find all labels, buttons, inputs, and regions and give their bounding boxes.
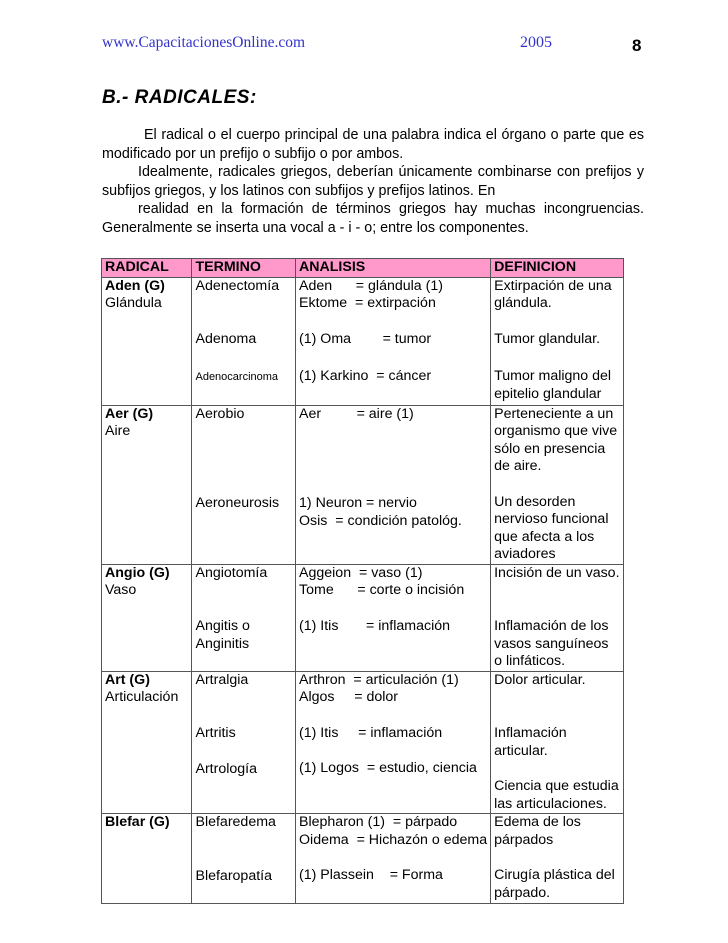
definicion-cell [491,277,624,405]
definicion: Incisión de un vaso. [494,564,620,581]
definicion: Perteneciente a un organismo que vive sólo en presencia de aire. [494,405,618,474]
header-site-link[interactable]: www.CapacitacionesOnline.com [102,34,306,51]
radical-meaning: Glándula [105,295,162,311]
radical-name: Aer (G) [105,405,154,422]
termino-cell [192,671,296,814]
analisis-line: Aggeion = vaso (1) [299,564,423,581]
definicion-cell [491,814,624,904]
analisis-cell [296,671,491,814]
radical-cell [102,814,192,904]
table-row [102,671,624,814]
analisis-line: (1) Itis = inflamación [299,724,443,741]
radical-meaning: Vaso [105,582,137,598]
definicion: Extirpación de una glándula. [494,277,612,311]
definicion: Inflamación articular. [494,725,567,759]
table-row [102,814,624,904]
page-number: 8 [632,36,642,55]
definicion: Edema de los párpados [494,814,581,848]
termino: Blefaredema [195,814,276,830]
section-title: B.- RADICALES: [102,87,257,108]
definicion: Tumor maligno del epitelio glandular [494,368,612,402]
definicion-cell [491,564,624,671]
analisis-line: 1) Neuron = nervio [299,495,417,511]
termino: Angitis o Anginitis [195,618,250,652]
definicion: Inflamación de los vasos sanguíneos o linfáticos. [494,618,609,669]
definicion: Dolor articular. [494,671,586,688]
termino: Artritis [195,725,236,741]
termino-cell [192,564,296,671]
termino: Aerobio [195,405,245,422]
termino-cell [192,277,296,405]
header-year: 2005 [520,34,552,51]
termino: Adenoma [195,331,257,347]
analisis-line: Aden = glándula (1) [299,277,443,294]
header-definicion: DEFINICION [491,259,624,278]
radical-name: Aden (G) [105,277,165,294]
definicion: Cirugía plástica del párpado. [494,867,615,901]
intro-text [102,126,644,238]
termino: Aeroneurosis [195,495,280,511]
analisis-line: Aer = aire (1) [299,405,414,422]
definicion-cell [491,671,624,814]
intro-paragraph-2: Idealmente, radicales griegos, deberían únicamente combinarse con prefijos y subfijos griegos, y los latinos con subfijos y prefijos latinos. En [102,164,644,199]
radical-cell [102,671,192,814]
analisis-line: (1) Oma = tumor [299,330,432,347]
analisis-cell [296,277,491,405]
analisis-line: Arthron = articulación (1) [299,671,459,688]
header-radical: RADICAL [102,259,192,278]
radical-name: Angio (G) [105,564,170,581]
table-row [102,277,624,405]
analisis-line: (1) Plassein = Forma [299,867,443,883]
analisis-cell [296,564,491,671]
analisis-line: Ektome = extirpación [299,295,436,311]
radical-meaning: Articulación [105,689,179,705]
termino-cell [192,405,296,564]
definicion: Ciencia que estudia las articulaciones. [494,778,619,812]
definicion: Un desorden nervioso funcional que afecta a los aviadores [494,493,609,562]
analisis-line: (1) Karkino = cáncer [299,368,432,384]
termino-cell [192,814,296,904]
radical-name: Blefar (G) [105,814,170,830]
termino: Blefaropatía [195,867,272,884]
analisis-line: Blepharon (1) = párpado [299,814,458,830]
analisis-line: Oidema = Hichazón o edema [299,831,488,848]
radical-cell [102,405,192,564]
table-row [102,405,624,564]
analisis-cell [296,814,491,904]
table-header-row [102,259,624,278]
analisis-line: (1) Itis = inflamación [299,617,451,634]
analisis-cell [296,405,491,564]
termino: Angiotomía [195,564,268,581]
termino: Artralgia [195,671,249,688]
analisis-line: Algos = dolor [299,689,398,705]
radical-name: Art (G) [105,671,150,688]
definicion-cell [491,405,624,564]
header-termino: TERMINO [192,259,296,278]
analisis-line: Tome = corte o incisión [299,582,465,598]
termino: Artrología [195,760,257,777]
table-row [102,564,624,671]
analisis-line: (1) Logos = estudio, ciencia [299,760,477,776]
termino: Adenectomía [195,277,280,294]
radical-meaning: Aire [105,423,131,439]
intro-paragraph-3: realidad en la formación de términos griegos hay muchas incongruencias. [138,201,644,218]
radicales-table [101,258,624,904]
analisis-line: Osis = condición patológ. [299,512,462,529]
radical-cell [102,564,192,671]
intro-paragraph-1: El radical o el cuerpo principal de una palabra indica el órgano o parte que es modificado por un prefijo o subfijo o por ambos. [102,127,644,162]
definicion: Tumor glandular. [494,330,601,347]
header-analisis: ANALISIS [296,259,491,278]
radical-cell [102,277,192,405]
intro-paragraph-4: Generalmente se inserta una vocal a - i - o; entre los componentes. [102,219,529,236]
termino: Adenocarcinoma [195,370,279,383]
